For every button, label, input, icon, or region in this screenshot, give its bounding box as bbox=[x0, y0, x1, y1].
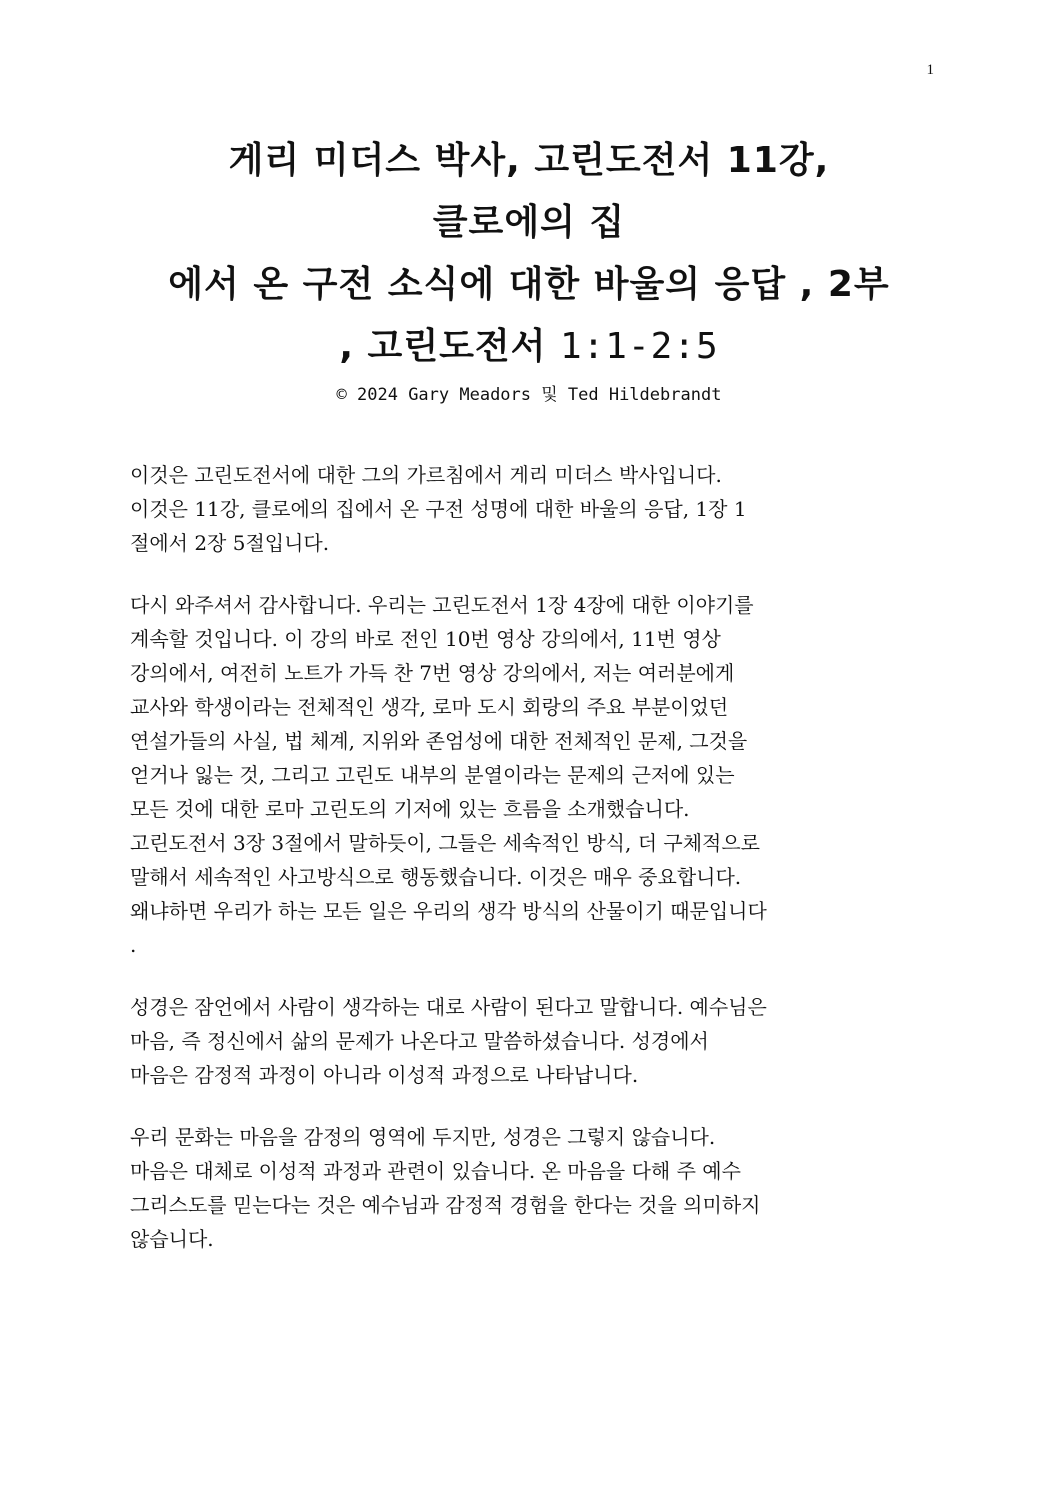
paragraph-line: 연설가들의 사실, 법 체계, 지위와 존엄성에 대한 전체적인 문제, 그것을 bbox=[130, 729, 748, 753]
paragraph-line: 우리 문화는 마음을 감정의 영역에 두지만, 성경은 그렇지 않습니다. bbox=[130, 1125, 716, 1149]
paragraph-line: 마음은 대체로 이성적 과정과 관련이 있습니다. 온 마음을 다해 주 예수 bbox=[130, 1159, 741, 1183]
paragraph-line: 계속할 것입니다. 이 강의 바로 전인 10번 영상 강의에서, 11번 영상 bbox=[130, 627, 721, 651]
paragraph-line: . bbox=[130, 933, 137, 957]
copyright: © 2024 Gary Meadors 및 Ted Hildebrandt bbox=[336, 385, 722, 405]
paragraph-line: 모든 것에 대한 로마 고린도의 기저에 있는 흐름을 소개했습니다. bbox=[130, 797, 690, 821]
paragraph-line: 절에서 2장 5절입니다. bbox=[130, 531, 330, 555]
title-line-4 bbox=[100, 316, 958, 378]
paragraph-line: 마음, 즉 정신에서 삶의 문제가 나온다고 말씀하셨습니다. 성경에서 bbox=[130, 1029, 709, 1053]
paragraph bbox=[130, 458, 930, 560]
body-content bbox=[130, 458, 930, 1284]
paragraph-line: 그리스도를 믿는다는 것은 예수님과 감정적 경험을 한다는 것을 의미하지 bbox=[130, 1193, 761, 1217]
paragraph-line: 강의에서, 여전히 노트가 가득 찬 7번 영상 강의에서, 저는 여러분에게 bbox=[130, 661, 735, 685]
title-line-4-text: , 고린도전서 bbox=[339, 326, 560, 367]
title-block bbox=[100, 130, 958, 408]
title-line-2: 클로에의 집 bbox=[432, 202, 626, 243]
paragraph-line: 이것은 고린도전서에 대한 그의 가르침에서 게리 미더스 박사입니다. bbox=[130, 463, 722, 487]
paragraph-line: 성경은 잠언에서 사람이 생각하는 대로 사람이 된다고 말합니다. 예수님은 bbox=[130, 995, 767, 1019]
title-line-3: 에서 온 구전 소식에 대한 바울의 응답 , 2부 bbox=[168, 264, 890, 305]
paragraph-line: 왜냐하면 우리가 하는 모든 일은 우리의 생각 방식의 산물이기 때문입니다 bbox=[130, 899, 767, 923]
paragraph-line: 얻거나 잃는 것, 그리고 고린도 내부의 분열이라는 문제의 근저에 있는 bbox=[130, 763, 735, 787]
paragraph-line: 교사와 학생이라는 전체적인 생각, 로마 도시 회랑의 주요 부분이었던 bbox=[130, 695, 729, 719]
paragraph-line: 마음은 감정적 과정이 아니라 이성적 과정으로 나타납니다. bbox=[130, 1063, 639, 1087]
paragraph-line: 다시 와주셔서 감사합니다. 우리는 고린도전서 1장 4장에 대한 이야기를 bbox=[130, 593, 754, 617]
title-line-1: 게리 미더스 박사, 고린도전서 11강, bbox=[228, 140, 830, 181]
paragraph-line: 고린도전서 3장 3절에서 말하듯이, 그들은 세속적인 방식, 더 구체적으로 bbox=[130, 831, 760, 855]
paragraph bbox=[130, 1120, 930, 1256]
paragraph bbox=[130, 588, 930, 962]
paragraph-line: 않습니다. bbox=[130, 1227, 214, 1251]
paragraph-line: 말해서 세속적인 사고방식으로 행동했습니다. 이것은 매우 중요합니다. bbox=[130, 865, 742, 889]
paragraph bbox=[130, 990, 930, 1092]
title-line-4-reference: 1:1-2:5 bbox=[559, 326, 719, 367]
page-number: 1 bbox=[926, 62, 934, 78]
paragraph-line: 이것은 11강, 클로에의 집에서 온 구전 성명에 대한 바울의 응답, 1장 1 bbox=[130, 497, 747, 521]
